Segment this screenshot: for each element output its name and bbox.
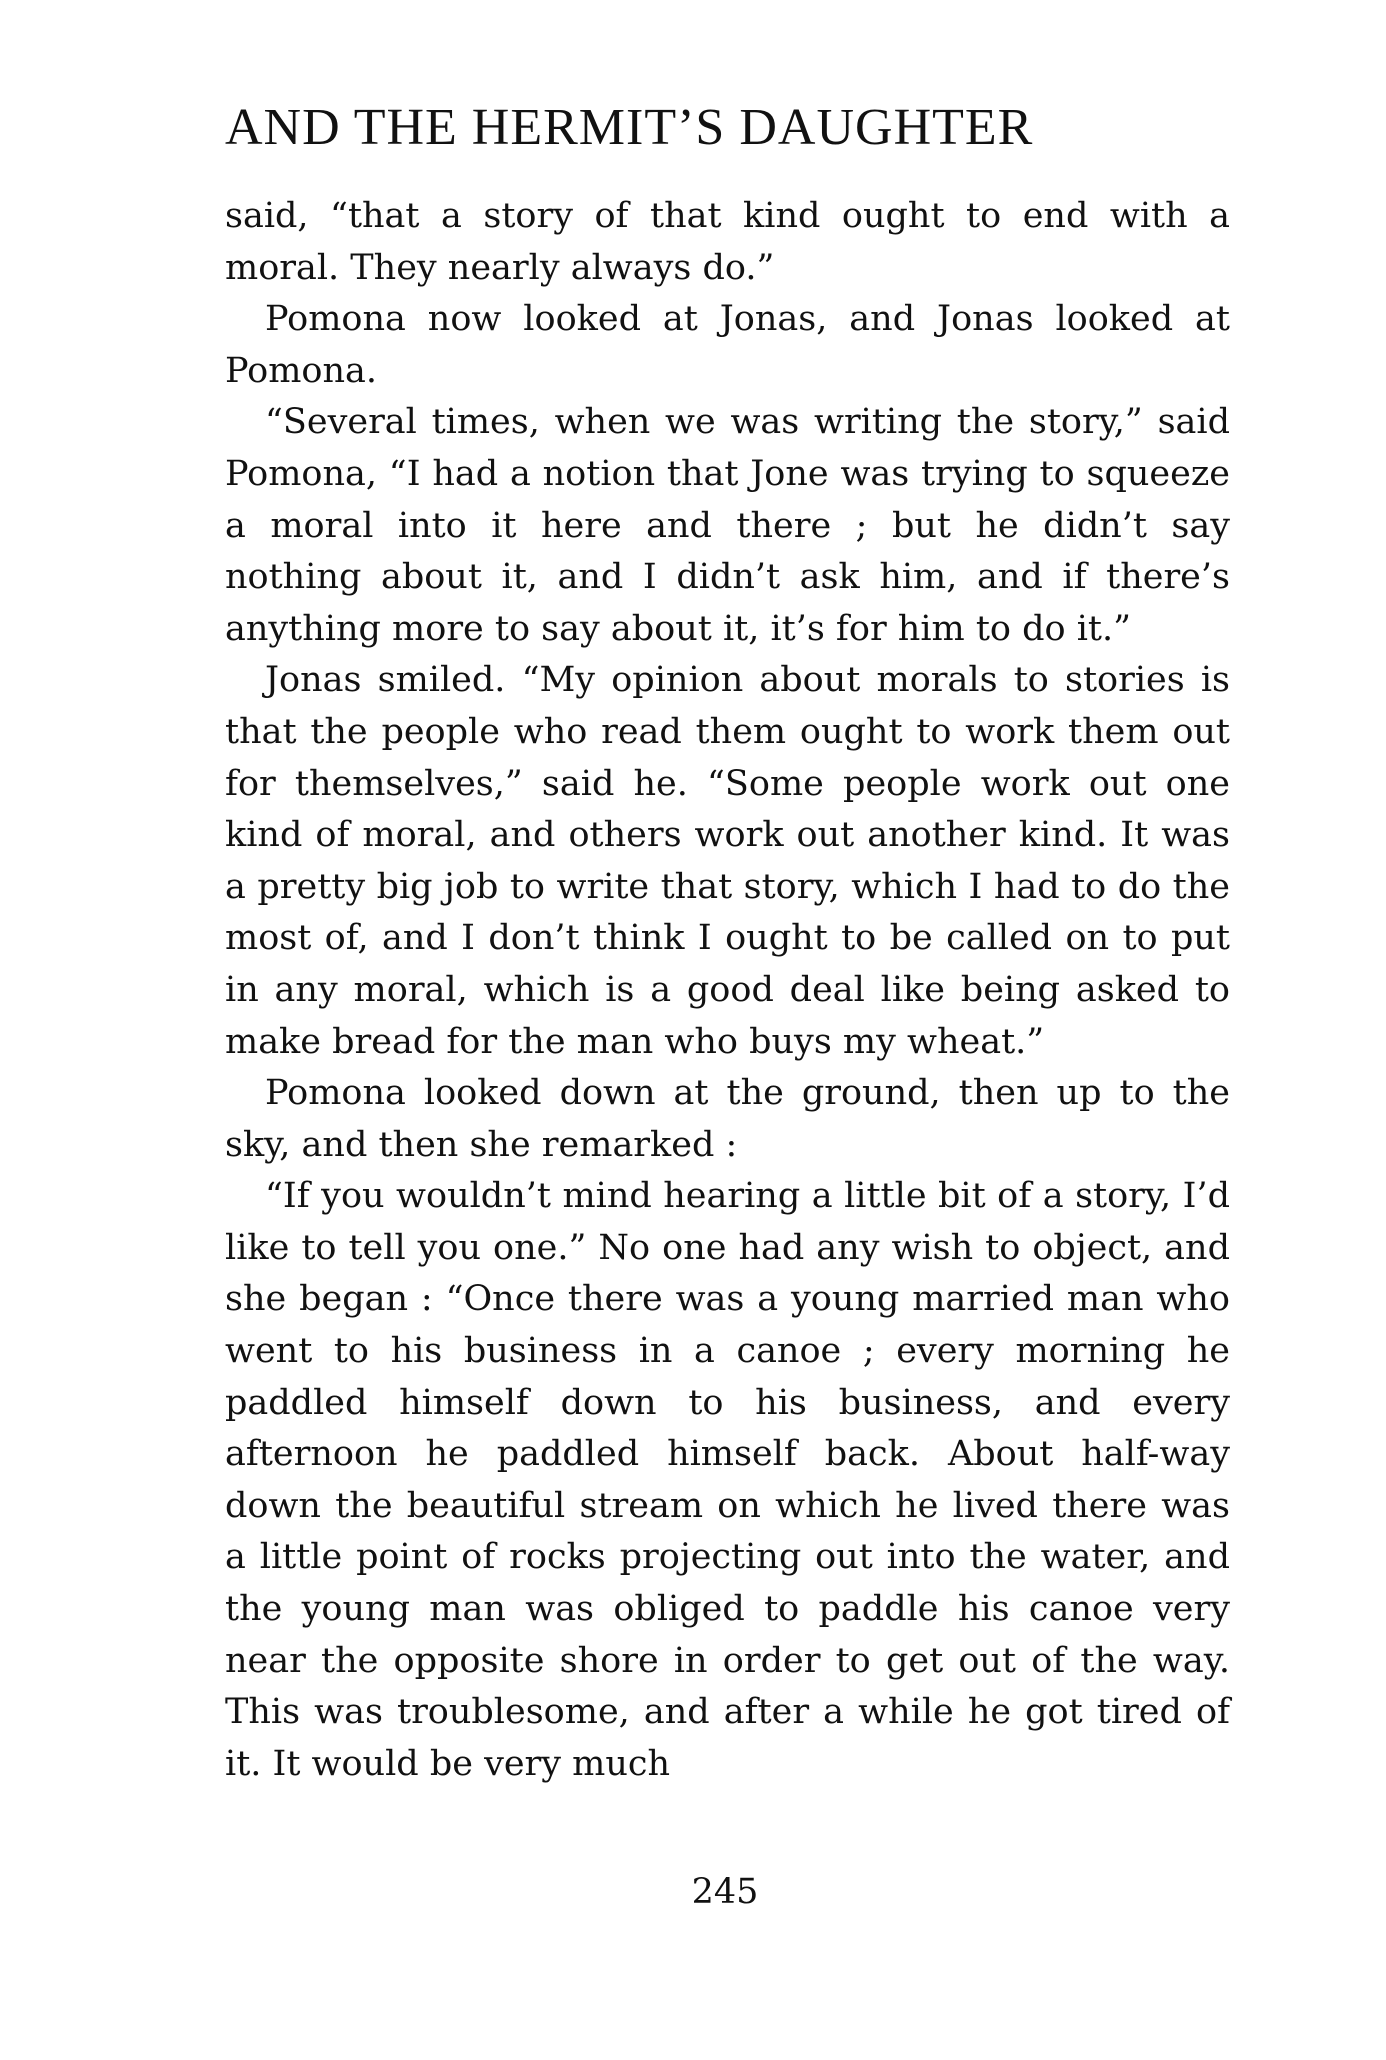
running-head: AND THE HERMIT’S DAUGHTER <box>225 99 1034 156</box>
paragraph: Pomona now looked at Jonas, and Jonas looked at Pomona. <box>225 299 1230 391</box>
paragraph: Pomona looked down at the ground, then up to the sky, and then she remarked : <box>225 1073 1230 1165</box>
paragraph: “If you wouldn’t mind hearing a little bit of a story, I’d like to tell you one.” No one had any wish to object, and she began : “Once there was a young married man who went to his business in a canoe ; every morning he paddled himself down to his business, and every afternoon he paddled himself back. About half-way down the beautiful stream on which he lived there was a little point of rocks projecting out into the water, and the young man was obliged to paddle his canoe very near the opposite shore in order to get out of the way. This was troublesome, and after a while he got tired of it. It would be very much <box>225 1176 1230 1784</box>
paragraph: “Several times, when we was writing the story,” said Pomona, “I had a notion that Jone was trying to squeeze a moral into it here and there ; but he didn’t say nothing about it, and I didn’t ask him, and if there’s anything more to say about it, it’s for him to do it.” <box>225 402 1230 649</box>
paragraph-continued: said, “that a story of that kind ought to end with a moral. They nearly always do.” <box>225 196 1230 288</box>
page-number: 245 <box>691 1872 759 1912</box>
body-text <box>225 191 1230 1790</box>
paragraph: Jonas smiled. “My opinion about morals to stories is that the people who read them ought to work them out for themselves,” said he. “Some people work out one kind of moral, and others work out another kind. It was a pretty big job to write that story, which I had to do the most of, and I don’t think I ought to be called on to put in any moral, which is a good deal like being asked to make bread for the man who buys my wheat.” <box>225 660 1230 1062</box>
